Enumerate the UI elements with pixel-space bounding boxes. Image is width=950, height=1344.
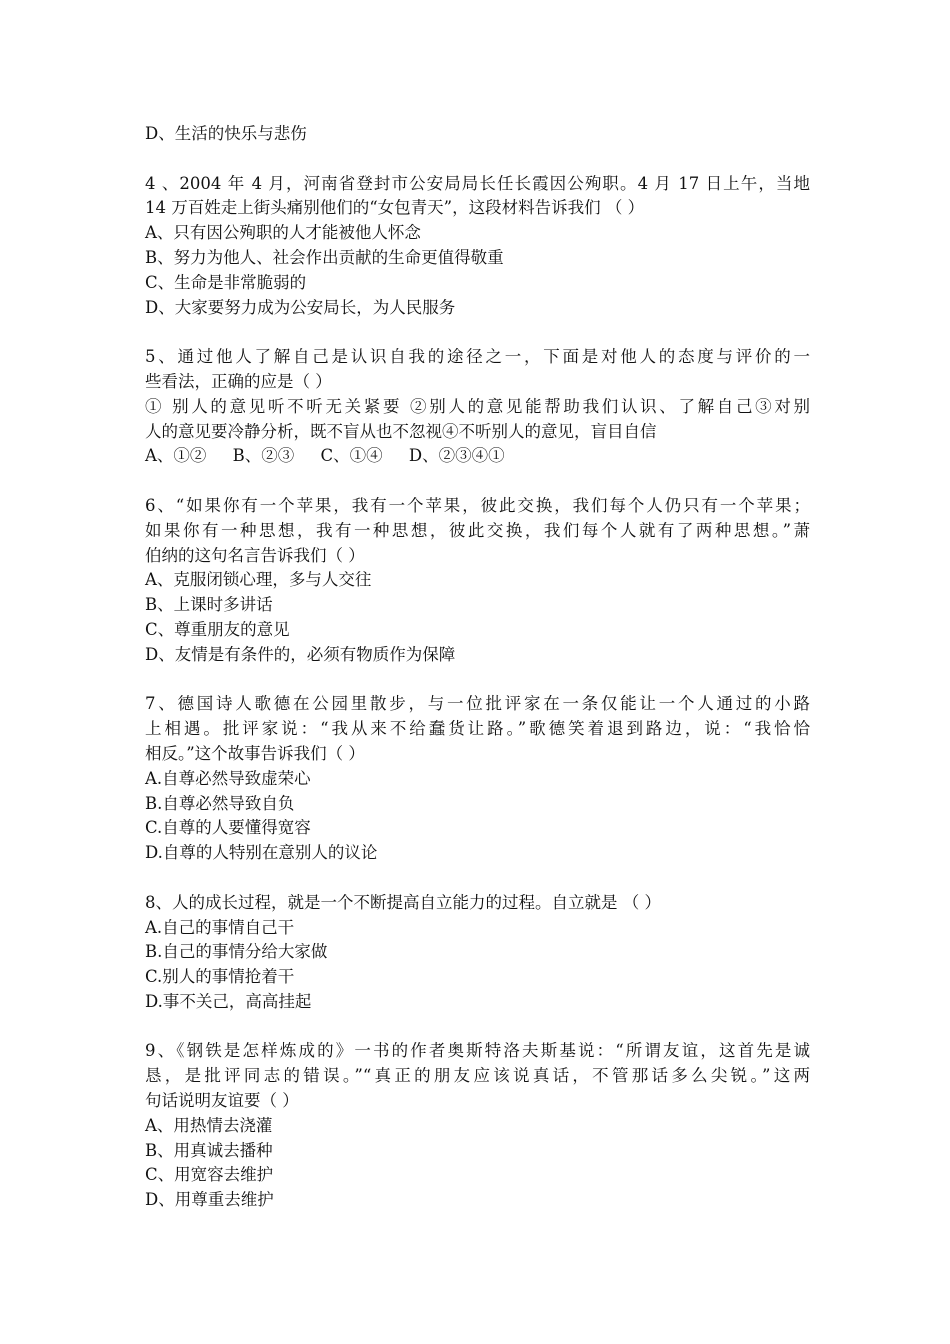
question-stem-line: 14 万百姓走上街头痛别他们的“女包青天”，这段材料告诉我们 （ ） — [145, 198, 645, 218]
option-c: C.别人的事情抢着干 — [145, 967, 295, 987]
option-c: C、尊重朋友的意见 — [145, 619, 290, 639]
question-stem-line: 些看法，正确的应是（ ） — [145, 371, 332, 391]
option-d: D、用尊重去维护 — [145, 1190, 274, 1210]
question-stem-line: 人的意见要冷静分析，既不盲从也不忽视④不听别人的意见，盲目自信 — [145, 421, 657, 441]
spacer — [145, 668, 810, 693]
question-stem-line: 恳，是批评同志的错误。”“真正的朋友应该说真话，不管那话多么尖锐。”这两 — [145, 1066, 810, 1086]
option-b: B.自己的事情分给大家做 — [145, 942, 328, 962]
option-b: B、上课时多讲话 — [145, 595, 273, 615]
question-stem-line: 7、德国诗人歌德在公园里散步，与一位批评家在一条仅能让一个人通过的小路 — [145, 694, 810, 714]
question-stem-line: 句话说明友谊要（ ） — [145, 1091, 299, 1111]
option-c: C、生命是非常脆弱的 — [145, 272, 307, 292]
question-stem-line: 9、《钢铁是怎样炼成的》一书的作者奥斯特洛夫斯基说：“所谓友谊，这首先是诚 — [145, 1041, 810, 1061]
spacer — [145, 866, 810, 891]
option-a: A、克服闭锁心理，多与人交往 — [145, 570, 372, 590]
option-c: C、用宽容去维护 — [145, 1165, 274, 1185]
option-row: A、①② B、②③ C、①④ D、②③④① — [145, 446, 505, 466]
option-d: D、友情是有条件的，必须有物质作为保障 — [145, 644, 456, 664]
option-d: D、大家要努力成为公安局长，为人民服务 — [145, 297, 456, 317]
option-c: C.自尊的人要懂得宽容 — [145, 818, 311, 838]
question-stem-line: 6、“如果你有一个苹果，我有一个苹果，彼此交换，我们每个人仍只有一个苹果； — [145, 495, 810, 515]
question-stem-line: ① 别人的意见听不听无关紧要 ②别人的意见能帮助我们认识、了解自己③对别 — [145, 396, 810, 416]
option-b: B.自尊必然导致自负 — [145, 793, 295, 813]
option-d: D.事不关己，高高挂起 — [145, 991, 312, 1011]
spacer — [145, 147, 810, 172]
question-5 — [145, 345, 810, 469]
option-b: B、用真诚去播种 — [145, 1140, 273, 1160]
option-a: A.自己的事情自己干 — [145, 917, 295, 937]
question-stem-line: 上相遇。批评家说：“我从来不给蠢货让路。”歌德笑着退到路边，说：“我恰恰 — [145, 719, 810, 739]
question-9 — [145, 1039, 810, 1213]
question-8 — [145, 891, 810, 1015]
option-d: D.自尊的人特别在意别人的议论 — [145, 843, 378, 863]
spacer — [145, 469, 810, 494]
option-d-fragment: D、生活的快乐与悲伤 — [145, 124, 307, 143]
option-a: A、只有因公殉职的人才能被他人怀念 — [145, 223, 421, 243]
question-stem-line: 如果你有一种思想，我有一种思想，彼此交换，我们每个人就有了两种思想。”萧 — [145, 520, 810, 540]
option-a: A.自尊必然导致虚荣心 — [145, 768, 311, 788]
question-6 — [145, 494, 810, 668]
question-stem-line: 5、通过他人了解自己是认识自我的途径之一，下面是对他人的态度与评价的一 — [145, 347, 810, 367]
question-7 — [145, 692, 810, 866]
option-a: A、用热情去浇灌 — [145, 1115, 273, 1135]
spacer — [145, 1015, 810, 1040]
document-page — [145, 122, 810, 1213]
question-4 — [145, 172, 810, 321]
question-stem-line: 伯纳的这句名言告诉我们（ ） — [145, 545, 365, 565]
question-stem-line: 4 、2004 年 4 月，河南省登封市公安局局长任长霞因公殉职。4 月 17 日上午，当地 — [145, 173, 810, 193]
option-b: B、努力为他人、社会作出贡献的生命更值得敬重 — [145, 247, 504, 267]
question-stem-line: 相反。”这个故事告诉我们（ ） — [145, 743, 365, 763]
spacer — [145, 320, 810, 345]
question-stem-line: 8、人的成长过程，就是一个不断提高自立能力的过程。自立就是 （ ） — [145, 892, 661, 912]
